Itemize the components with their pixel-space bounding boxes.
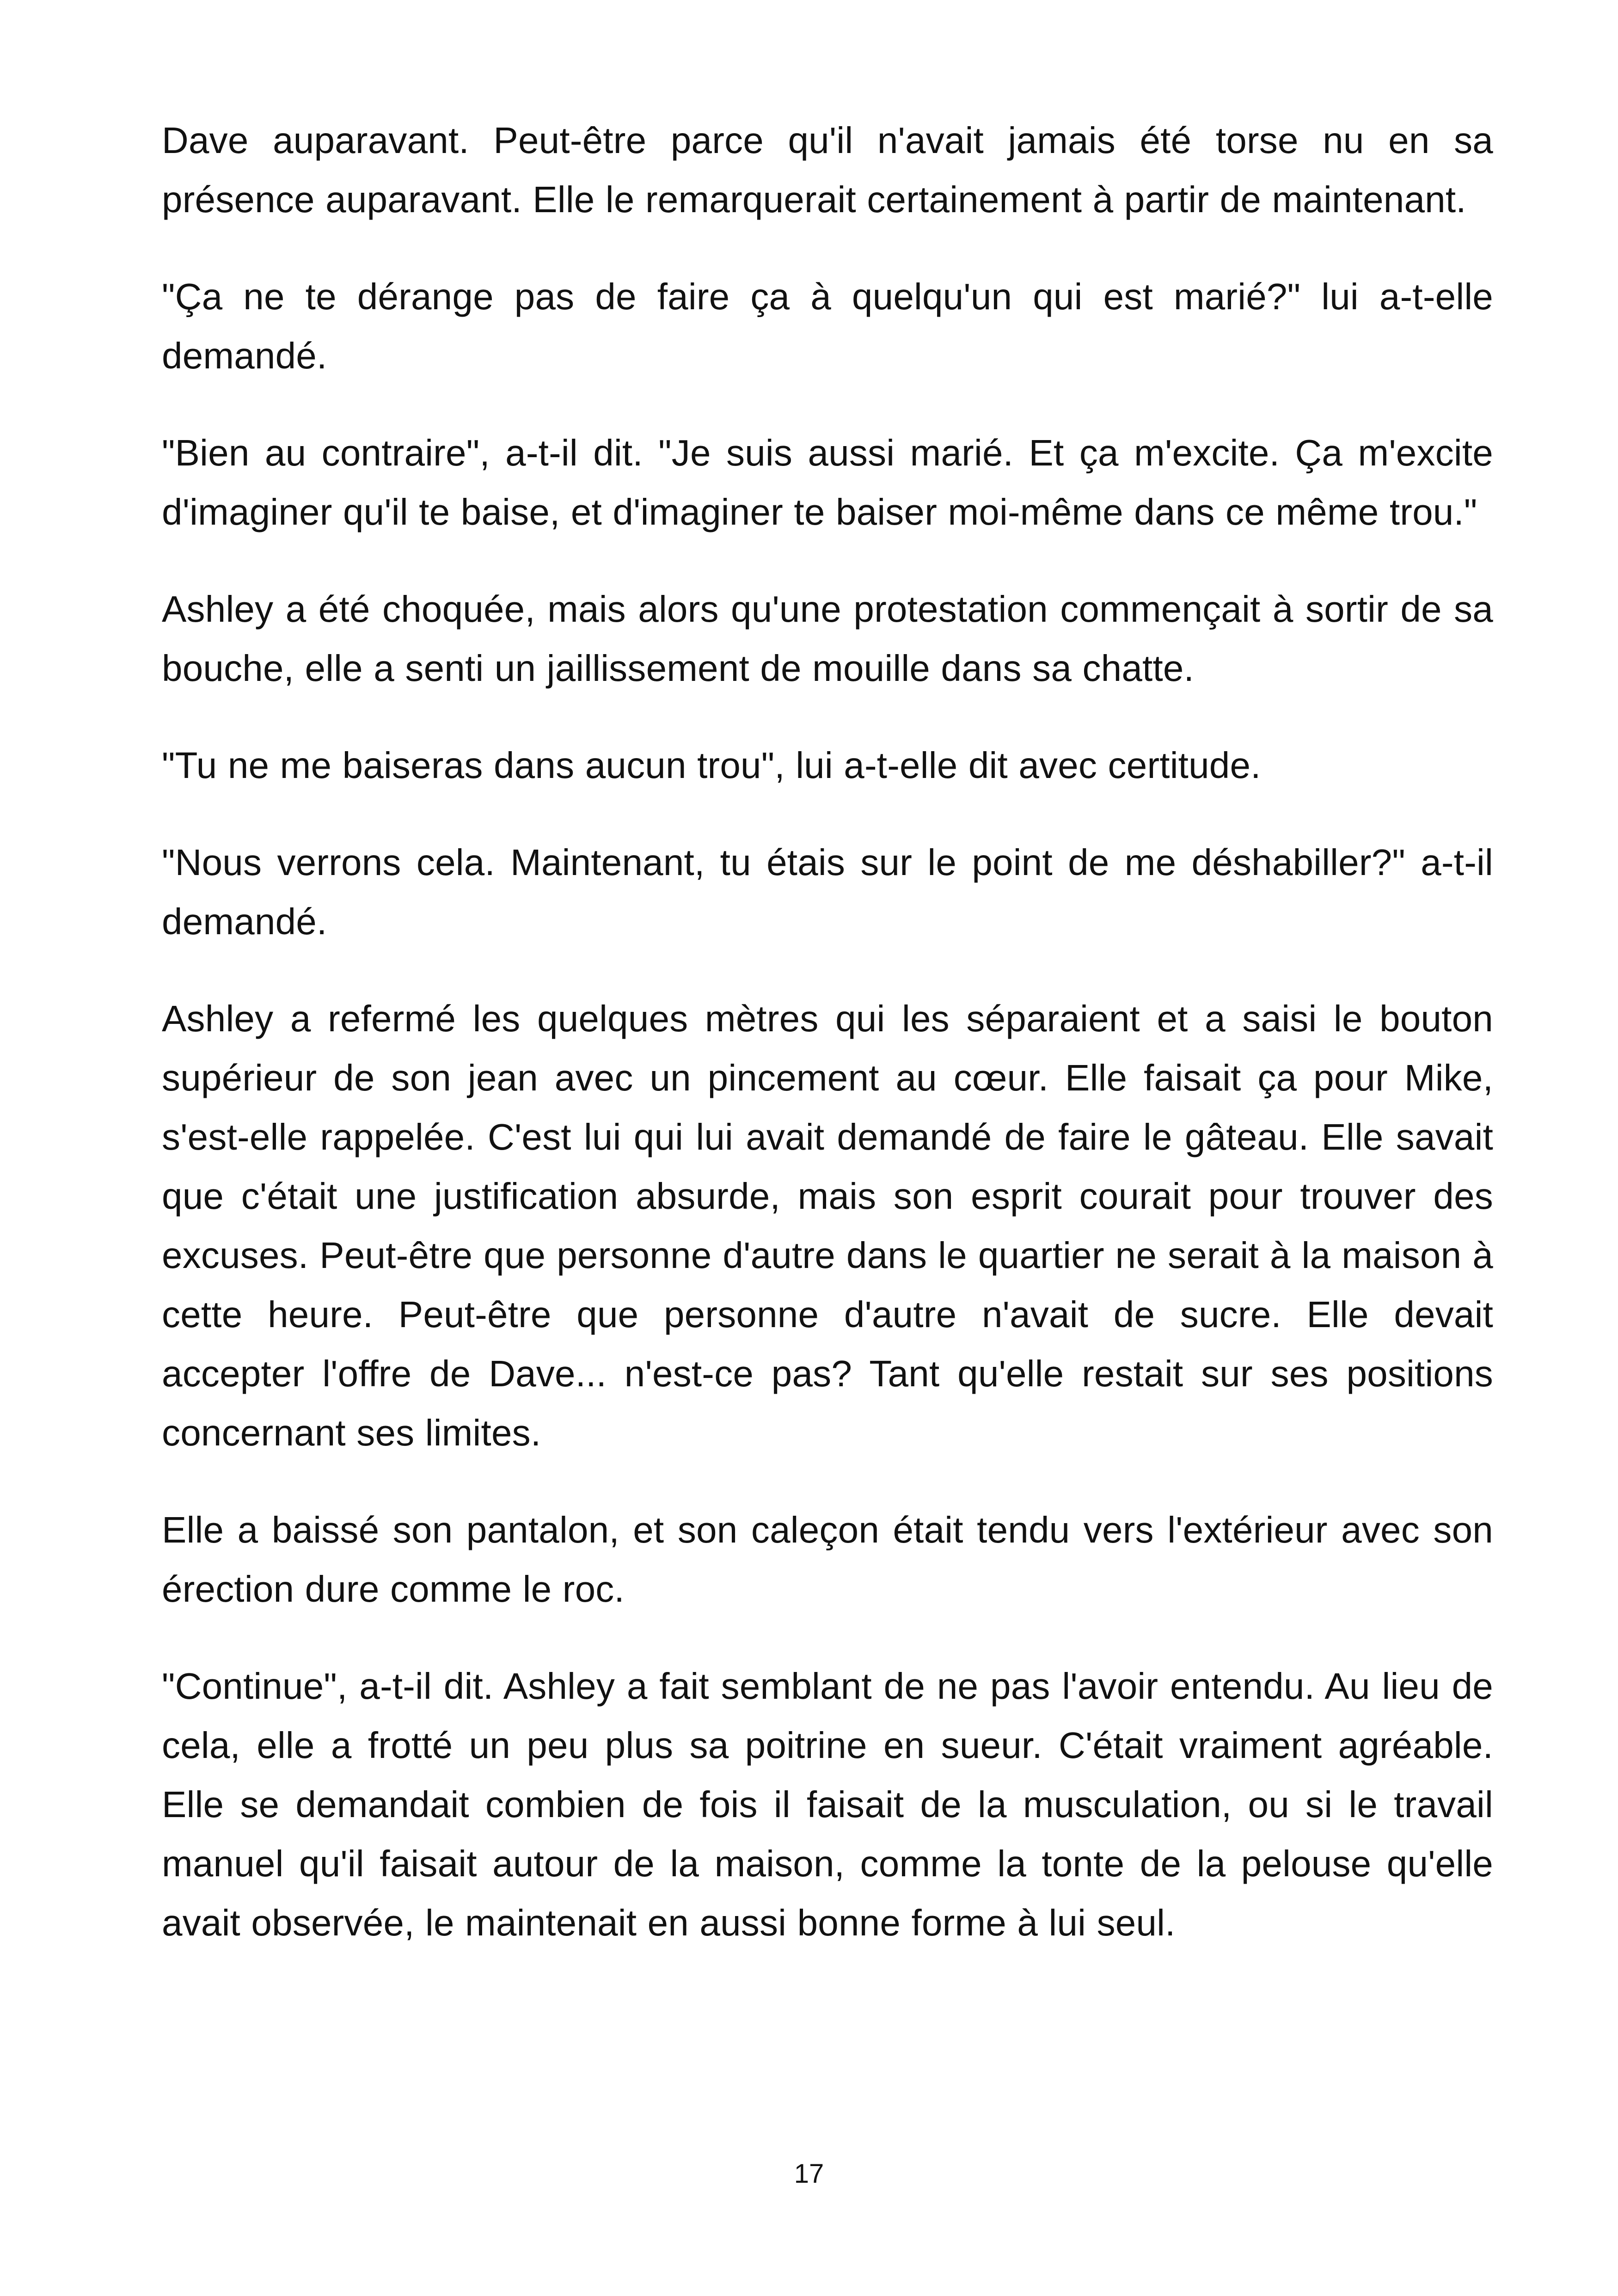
paragraph-4: Ashley a été choquée, mais alors qu'une protestation commençait à sortir de sa bouche, elle a senti un jaillissement de mouille dans sa chatte.: [162, 588, 1493, 689]
paragraph-6: "Nous verrons cela. Maintenant, tu étais sur le point de me déshabiller?" a-t-il demandé.: [162, 842, 1493, 942]
paragraph-8: Elle a baissé son pantalon, et son caleçon était tendu vers l'extérieur avec son érection dure comme le roc.: [162, 1509, 1493, 1610]
page-number: 17: [794, 2159, 824, 2189]
paragraph-3: "Bien au contraire", a-t-il dit. "Je suis aussi marié. Et ça m'excite. Ça m'excite d'imaginer qu'il te baise, et d'imaginer te baiser moi-même dans ce même trou.": [162, 432, 1493, 533]
body-text: [162, 111, 1493, 1990]
paragraph-1: Dave auparavant. Peut-être parce qu'il n'avait jamais été torse nu en sa présence auparavant. Elle le remarquerait certainement à partir de maintenant.: [162, 120, 1493, 220]
paragraph-5: "Tu ne me baiseras dans aucun trou", lui a-t-elle dit avec certitude.: [162, 745, 1261, 786]
paragraph-9: "Continue", a-t-il dit. Ashley a fait semblant de ne pas l'avoir entendu. Au lieu de cela, elle a frotté un peu plus sa poitrine en sueur. C'était vraiment agréable. Elle se demandait combien de fois il faisait de la musculation, ou si le travail manuel qu'il faisait autour de la maison, comme la tonte de la pelouse qu'elle avait observée, le maintenait en aussi bonne forme à lui seul.: [162, 1665, 1493, 1943]
paragraph-2: "Ça ne te dérange pas de faire ça à quelqu'un qui est marié?" lui a-t-elle demandé.: [162, 276, 1493, 376]
paragraph-7: Ashley a refermé les quelques mètres qui les séparaient et a saisi le bouton supérieur de son jean avec un pincement au cœur. Elle faisait ça pour Mike, s'est-elle rappelée. C'est lui qui lui avait demandé de faire le gâteau. Elle savait que c'était une justification absurde, mais son esprit courait pour trouver des excuses. Peut-être que personne d'autre dans le quartier ne serait à la maison à cette heure. Peut-être que personne d'autre n'avait de sucre. Elle devait accepter l'offre de Dave... n'est-ce pas? Tant qu'elle restait sur ses positions concernant ses limites.: [162, 998, 1493, 1453]
